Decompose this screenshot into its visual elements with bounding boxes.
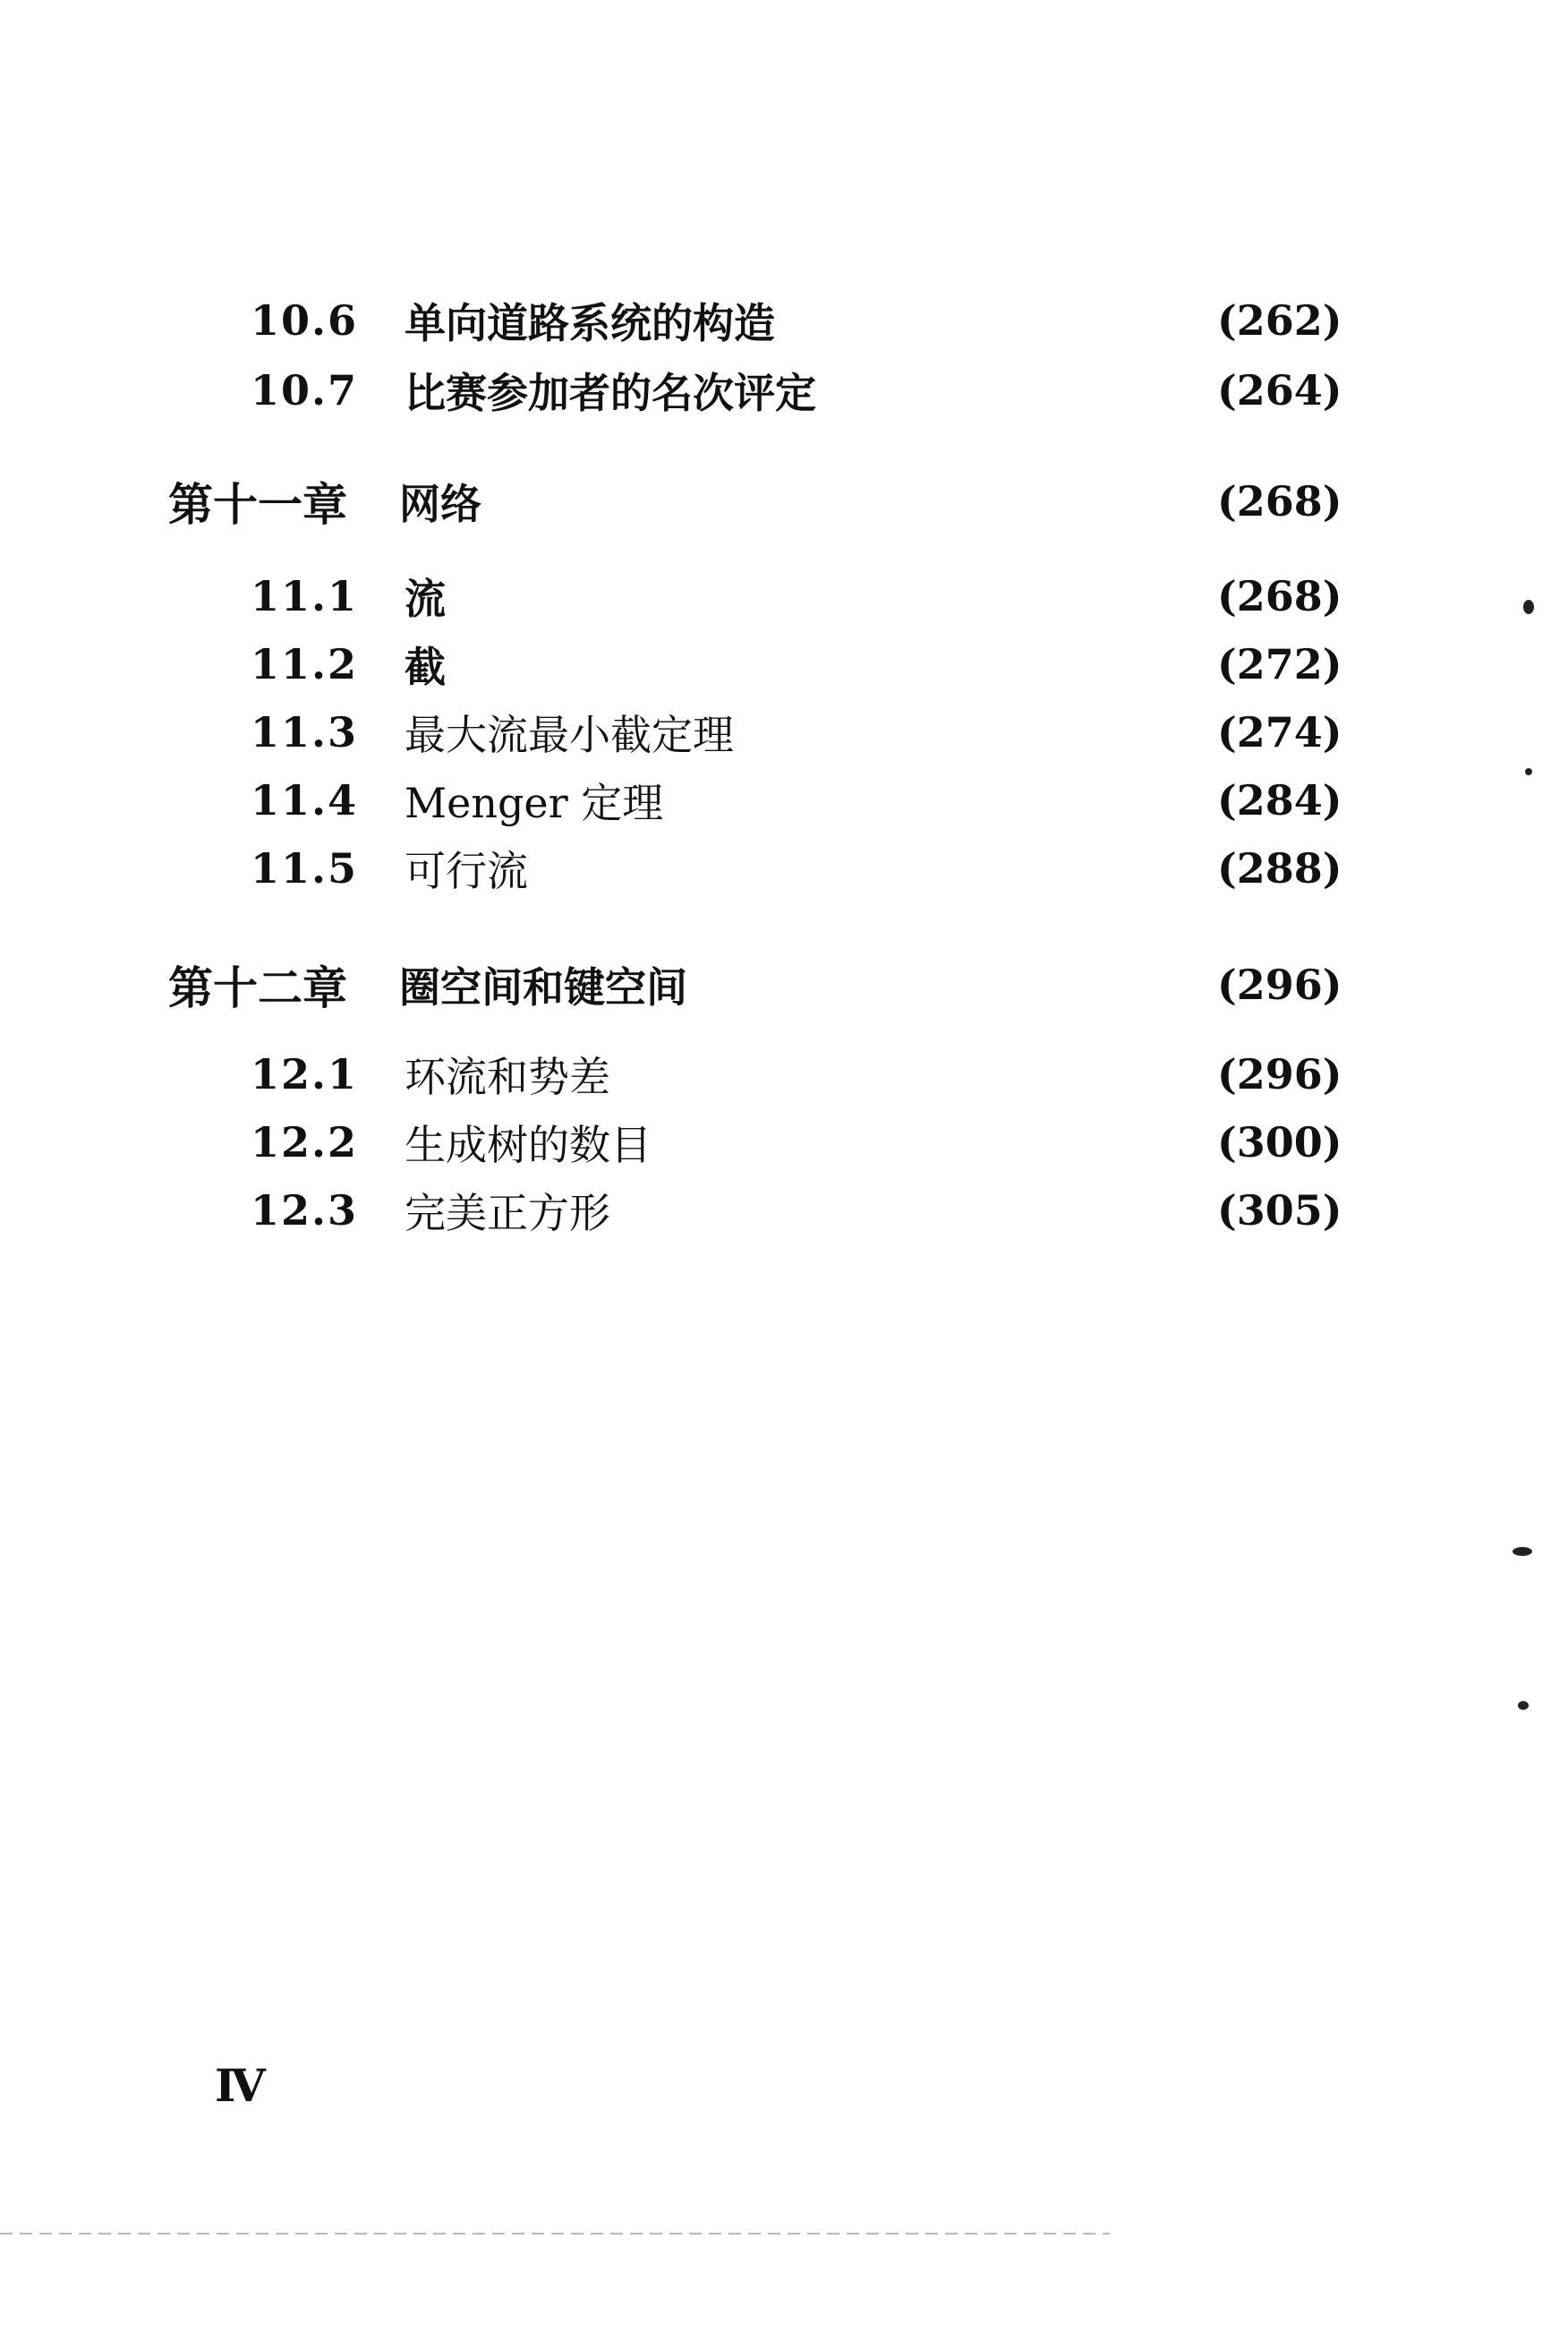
section-title: 流 [405, 575, 446, 623]
section-number: 11.5 [250, 844, 358, 893]
section-title: Menger 定理 [405, 779, 664, 827]
section-number: 10.6 [250, 296, 358, 345]
page-number: (284) [1217, 776, 1342, 825]
page-number: (274) [1217, 708, 1342, 756]
section-title: 可行流 [405, 847, 528, 895]
dot-leader [458, 574, 1196, 619]
scan-speck [1523, 600, 1534, 614]
footer-page-numeral: Ⅳ [215, 2059, 266, 2112]
page-number: (268) [1217, 477, 1342, 526]
page-number: (305) [1217, 1186, 1342, 1235]
page-number: (264) [1217, 366, 1342, 414]
dot-leader [623, 1052, 1196, 1097]
scan-speck [1513, 1547, 1532, 1556]
section-title: 环流和势差 [405, 1053, 610, 1101]
chapter-title: 圈空间和键空间 [399, 963, 687, 1012]
dot-leader [746, 710, 1196, 755]
dot-leader [829, 368, 1196, 413]
section-number: 12.1 [250, 1050, 358, 1098]
toc-entry-10-7[interactable] [152, 362, 1342, 419]
section-title: 单向道路系统的构造 [405, 299, 775, 347]
section-title: 比赛参加者的名次评定 [405, 369, 816, 417]
section-title: 截 [405, 643, 446, 691]
toc-entry-12-1[interactable] [152, 1046, 1342, 1103]
toc-entry-11-2[interactable] [152, 636, 1342, 693]
scan-speck [1525, 768, 1532, 775]
section-title: 最大流最小截定理 [405, 711, 734, 759]
dot-leader [676, 778, 1196, 823]
section-number: 11.3 [250, 708, 358, 756]
toc-entry-11-5[interactable] [152, 840, 1342, 897]
dot-leader [664, 1120, 1196, 1165]
dot-leader [623, 1188, 1196, 1233]
dot-leader [541, 846, 1196, 891]
chapter-number: 第十二章 [168, 962, 347, 1014]
section-number: 10.7 [250, 366, 358, 414]
section-number: 11.4 [250, 776, 358, 825]
section-number: 11.2 [250, 640, 358, 688]
section-number: 11.1 [250, 572, 358, 620]
toc-entry-10-6[interactable] [152, 292, 1342, 349]
page-number: (268) [1217, 572, 1342, 620]
section-number: 12.2 [250, 1118, 358, 1166]
toc-entry-12-2[interactable] [152, 1114, 1342, 1171]
section-number: 12.3 [250, 1186, 358, 1235]
toc-entry-12-3[interactable] [152, 1182, 1342, 1239]
page-number: (300) [1217, 1118, 1342, 1166]
dot-leader [700, 962, 1196, 1007]
toc-entry-11-1[interactable] [152, 568, 1342, 625]
toc-chapter-11[interactable] [159, 473, 1342, 531]
chapter-number: 第十一章 [168, 479, 347, 531]
page-number: (262) [1217, 296, 1342, 345]
page-number: (272) [1217, 640, 1342, 688]
page-number: (296) [1217, 1050, 1342, 1098]
section-title: 完美正方形 [405, 1189, 610, 1237]
toc-entry-11-4[interactable] [152, 772, 1342, 829]
dot-leader [458, 642, 1196, 687]
dot-leader [788, 298, 1196, 343]
chapter-title: 网络 [399, 480, 481, 528]
page-number: (288) [1217, 844, 1342, 893]
section-title: 生成树的数目 [405, 1121, 652, 1169]
toc-entry-11-3[interactable] [152, 704, 1342, 761]
page-number: (296) [1217, 961, 1342, 1009]
scan-speck [1518, 1701, 1529, 1710]
dot-leader [494, 479, 1196, 524]
toc-chapter-12[interactable] [159, 956, 1342, 1014]
scan-edge-line [0, 2233, 1110, 2235]
